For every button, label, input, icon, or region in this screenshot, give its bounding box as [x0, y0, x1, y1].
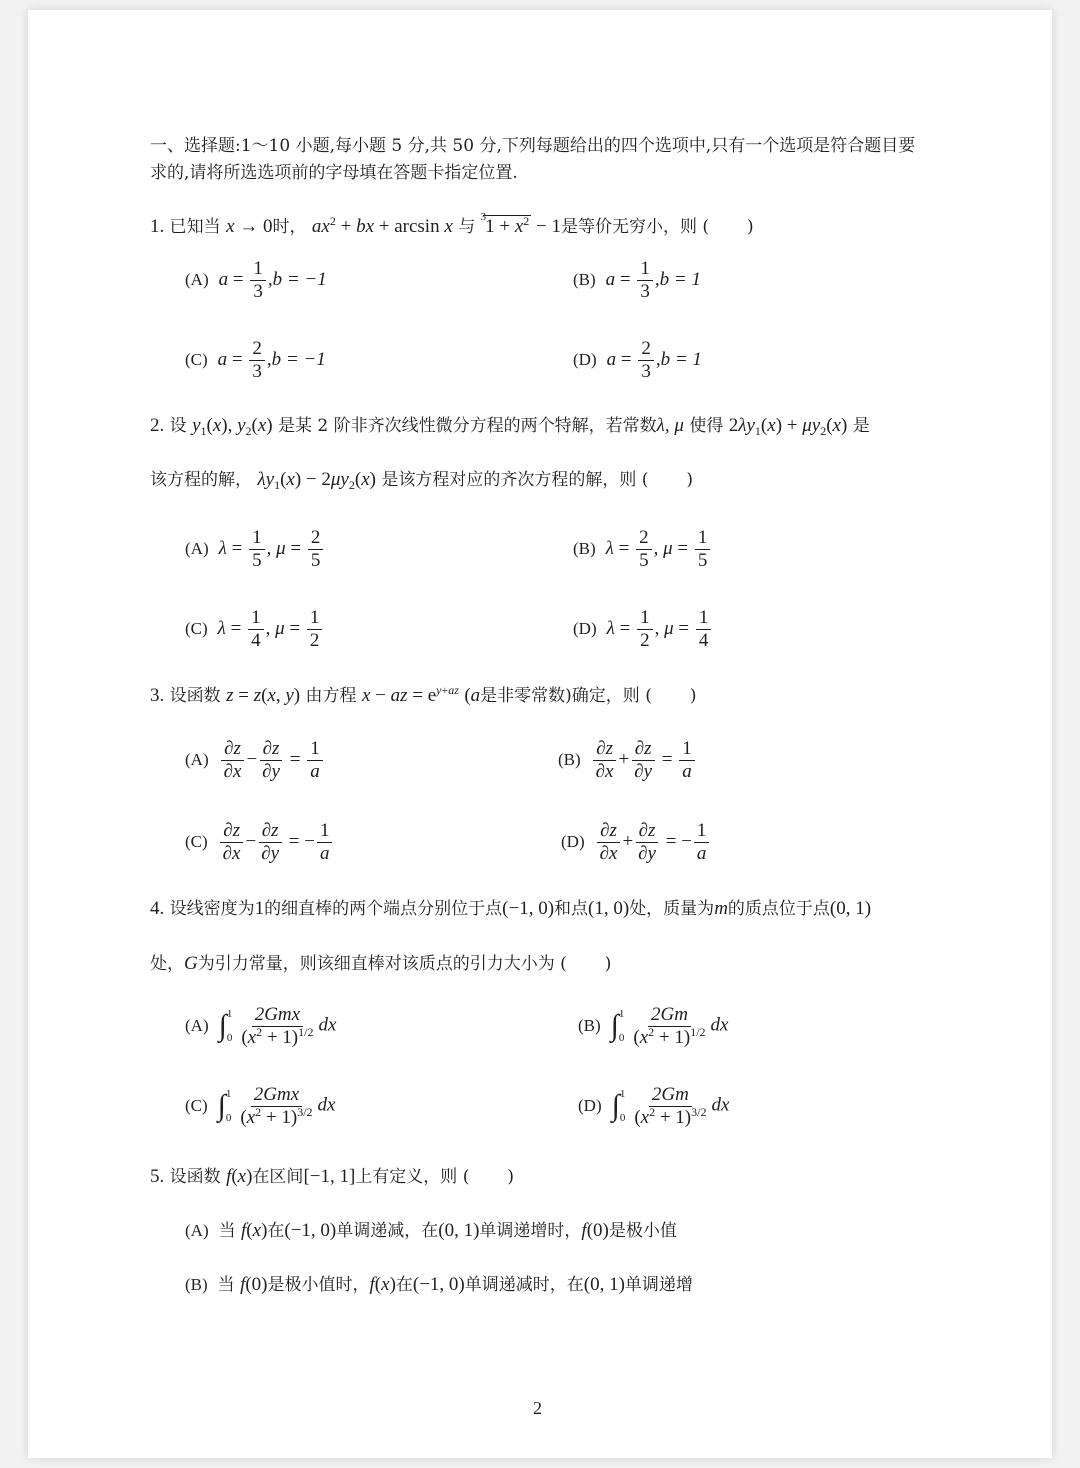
q1-option-a[interactable]: (A) a = $\frac{1}{3}$ ,b = −1 — [185, 258, 327, 302]
q5-option-a[interactable]: (A) 当 f(x)在(−1, 0)单调递减，在(0, 1)单调递增时，f(0)是极小值 — [185, 1220, 677, 1241]
q4-option-a[interactable]: (A) ∫ 1 0 $\frac{\text{2Gmx}}{(x^2 + 1)^{1/2}}$ dx — [185, 1003, 337, 1048]
question-1-stem: 1. 已知当 x → 0时， $ax^2$ + bx + arcsin x 与 $^31 + x^2 - 1$是等价无穷小，则 ( ) — [150, 211, 754, 237]
q3-option-d[interactable]: (D) $\frac{\partial z}{\partial x}$ + $\frac{\partial z}{\partial y}$ = − $\frac{1}{a}$ — [561, 820, 711, 865]
question-5-stem: 5. 设函数 f(x)在区间[−1, 1]上有定义，则 ( ) — [150, 1166, 514, 1187]
q3-option-c[interactable]: (C) $\frac{\partial z}{\partial x}$ − $\frac{\partial z}{\partial y}$ = − $\frac{1}{a}$ — [185, 820, 334, 865]
section-header-line2: 求的,请将所选选项前的字母填在答题卡指定位置. — [150, 163, 518, 183]
page-number: 2 — [533, 1398, 542, 1418]
q4-option-d[interactable]: (D) ∫ 1 0 $\frac{2Gm}{(x^2 + 1)^{3/2}}$ dx — [578, 1083, 730, 1128]
q1-option-d[interactable]: (D) a = $\frac{2}{3}$ ,b = 1 — [573, 338, 702, 382]
question-4-stem-line1: 4. 设线密度为1的细直棒的两个端点分别位于点(−1, 0)和点(1, 0)处，质量为m的质点位于点(0, 1) — [150, 898, 872, 919]
question-2-stem-line2: 该方程的解， $\lambda y_1(x) - 2\mu y_2(x)$ 是该方程对应的齐次方程的解，则 ( ) — [150, 469, 694, 492]
q2-option-a[interactable]: (A) λ = $\frac{1}{5}$ , μ = $\frac{2}{5}$ — [185, 527, 325, 572]
q1-option-b[interactable]: (B) a = $\frac{1}{3}$ ,b = 1 — [573, 258, 701, 302]
q3-option-a[interactable]: (A) $\frac{\partial z}{\partial x}$ − $\frac{\partial z}{\partial y}$ = $\frac{1}{a}$ — [185, 738, 325, 783]
q1-option-c[interactable]: (C) a = $\frac{2}{3}$ ,b = −1 — [185, 338, 326, 382]
exam-page — [28, 10, 1052, 1458]
q5-option-b[interactable]: (B) 当 f(0)是极小值时，f(x)在(−1, 0)单调递减时，在(0, 1)单调递增 — [185, 1274, 693, 1295]
q2-option-b[interactable]: (B) λ = $\frac{2}{5}$ , μ = $\frac{1}{5}$ — [573, 527, 712, 572]
q3-option-b[interactable]: (B) $\frac{\partial z}{\partial x}$ + $\frac{\partial z}{\partial y}$ = $\frac{1}{a}$ — [558, 738, 697, 783]
question-2-stem-line1: 2. 设 $y_1(x)$, $y_2(x)$ 是某 2 阶非齐次线性微分方程的两个特解，若常数λ, μ 使得 $2\lambda y_1(x) + \mu y_2(x)$ 是 — [150, 415, 870, 438]
question-4-stem-line2: 处，G为引力常量，则该细直棒对该质点的引力大小为 ( ) — [150, 953, 612, 974]
question-3-stem: 3. 设函数 z = z(x, y) 由方程 x − az = $e^{y+az}$ (a是非零常数)确定，则 ( ) — [150, 683, 697, 706]
q4-option-b[interactable]: (B) ∫ 1 0 $\frac{2Gm}{(x^2 + 1)^{1/2}}$ dx — [578, 1003, 729, 1048]
q2-option-d[interactable]: (D) λ = $\frac{1}{2}$ , μ = $\frac{1}{4}$ — [573, 607, 713, 652]
q4-option-c[interactable]: (C) ∫ 1 0 $\frac{\text{2Gmx}}{(x^2 + 1)^{3/2}}$ dx — [185, 1083, 336, 1128]
q2-option-c[interactable]: (C) λ = $\frac{1}{4}$ , μ = $\frac{1}{2}$ — [185, 607, 324, 652]
section-header-line1: 一、选择题:1～10 小题,每小题 5 分,共 50 分,下列每题给出的四个选项中,只有一个选项是符合题目要 — [150, 136, 916, 156]
